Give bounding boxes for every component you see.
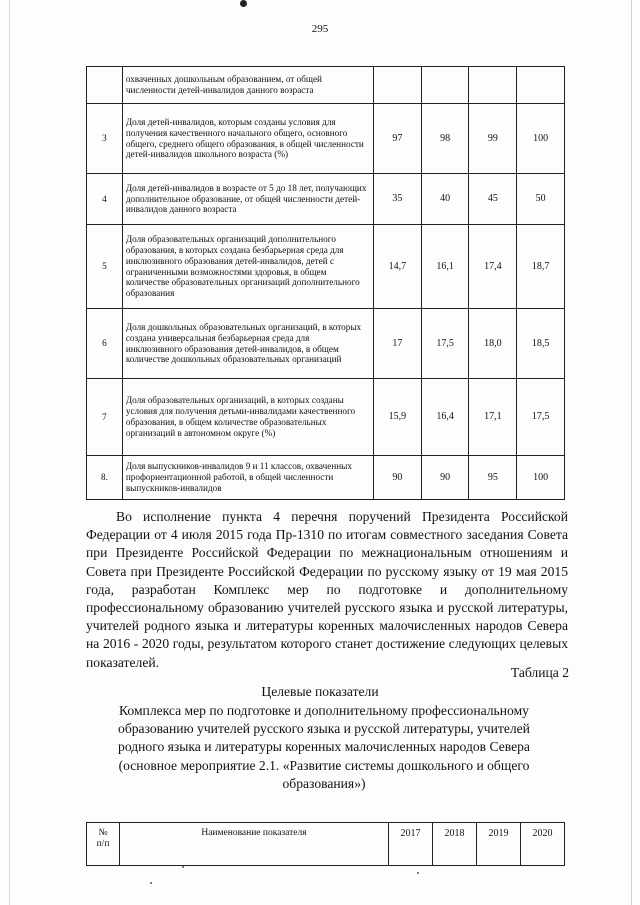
row-number: 5 <box>87 225 123 309</box>
value-2018 <box>421 67 469 104</box>
indicator-name: Доля детей-инвалидов, которым созданы условия для получения качественного начального общего, основного общего, среднего общего образования, в общей численности детей-инвалидов школьного возраста (%) <box>122 104 373 174</box>
table-row <box>87 456 565 500</box>
indicator-name: Доля образовательных организаций, в которых созданы условия для получения детьми-инвалидами качественного образования, в общем количестве образовательных организаций в автономном округе (%) <box>122 379 373 456</box>
value-2020: 50 <box>517 174 565 225</box>
body-paragraph: Во исполнение пункта 4 перечня поручений Президента Российской Федерации от 4 июля 2015 года Пр-1310 по итогам совместного заседания Совета при Президенте Российской Федерации по межнациональным отношениям и Совета при Президенте Российской Федерации по русскому языку от 19 мая 2015 года, разработан Комплекс мер по подготовке и дополнительному профессиональному образованию учителей русского языка и русской литературы, учителей родного языка и литературы коренных малочисленных народов Севера на 2016 - 2020 годы, результатом которого станет достижение следующих целевых показателей. <box>86 509 568 670</box>
scan-edge-right <box>631 0 632 905</box>
header-num-abbr: п/п <box>96 839 110 850</box>
header-year-2017: 2017 <box>389 823 433 866</box>
value-2018: 40 <box>421 174 469 225</box>
value-2019: 99 <box>469 104 517 174</box>
value-2017: 90 <box>373 456 421 500</box>
value-2020: 18,7 <box>517 225 565 309</box>
value-2019: 17,4 <box>469 225 517 309</box>
header-num-symbol: № <box>98 828 108 838</box>
value-2018: 16,1 <box>421 225 469 309</box>
value-2020: 100 <box>517 104 565 174</box>
header-name: Наименование показателя <box>120 823 389 866</box>
header-year-2018: 2018 <box>433 823 477 866</box>
scan-edge-left <box>9 0 10 905</box>
table-row <box>87 379 565 456</box>
table-label: Таблица 2 <box>510 665 569 680</box>
value-2017: 15,9 <box>373 379 421 456</box>
table-row <box>87 67 565 104</box>
row-number: 8. <box>87 456 123 500</box>
value-2017: 35 <box>373 174 421 225</box>
table-row <box>87 104 565 174</box>
value-2018: 17,5 <box>421 309 469 379</box>
value-2017: 14,7 <box>373 225 421 309</box>
value-2020: 17,5 <box>517 379 565 456</box>
value-2017 <box>373 67 421 104</box>
value-2020: 18,5 <box>517 309 565 379</box>
table-row <box>87 225 565 309</box>
table-row <box>87 309 565 379</box>
indicator-name: охваченных дошкольным образованием, от общей численности детей-инвалидов данного возраста <box>122 67 373 104</box>
value-2018: 90 <box>421 456 469 500</box>
page-number: 295 <box>311 23 329 35</box>
row-number <box>87 67 123 104</box>
row-number: 3 <box>87 104 123 174</box>
header-num <box>87 823 120 866</box>
header-year-2020: 2020 <box>521 823 565 866</box>
value-2020: 100 <box>517 456 565 500</box>
indicator-name: Доля выпускников-инвалидов 9 и 11 классов, охваченных профориентационной работой, в общей численности выпускников-инвалидов <box>122 456 373 500</box>
value-2017: 97 <box>373 104 421 174</box>
value-2019: 45 <box>469 174 517 225</box>
scan-speck <box>417 872 419 874</box>
header-row <box>87 823 565 866</box>
scan-mark <box>240 0 247 7</box>
value-2019: 95 <box>469 456 517 500</box>
scan-speck <box>182 866 184 868</box>
targets-table-header <box>86 822 565 866</box>
indicator-name: Доля образовательных организаций дополнительного образования, в которых создана безбарьерная среда для инклюзивного образования детей-инвалидов, детей с ограниченными возможностями здоровья, в общем количестве образовательных организаций дополнительного образования <box>122 225 373 309</box>
table-row <box>87 174 565 225</box>
indicator-name: Доля дошкольных образовательных организаций, в которых создана универсальная безбарьерная среда для инклюзивного образования детей-инвалидов, в общем количестве дошкольных образовательных организаций <box>122 309 373 379</box>
indicators-table <box>86 66 565 500</box>
row-number: 7 <box>87 379 123 456</box>
value-2019: 17,1 <box>469 379 517 456</box>
scan-speck <box>150 882 152 884</box>
value-2018: 98 <box>421 104 469 174</box>
indicator-name: Доля детей-инвалидов в возрасте от 5 до 18 лет, получающих дополнительное образование, от общей численности детей-инвалидов данного возраста <box>122 174 373 225</box>
value-2019: 18,0 <box>469 309 517 379</box>
header-year-2019: 2019 <box>477 823 521 866</box>
value-2019 <box>469 67 517 104</box>
table-title: Целевые показатели <box>261 684 379 699</box>
value-2020 <box>517 67 565 104</box>
table-subtitle: Комплекса мер по подготовке и дополнительному профессиональному образованию учителей русского языка и русской литературы, учителей родного языка и литературы коренных малочисленных народов Севера (основное мероприятие 2.1. «Развитие системы дошкольного и общего образования») <box>118 703 530 791</box>
row-number: 4 <box>87 174 123 225</box>
value-2017: 17 <box>373 309 421 379</box>
row-number: 6 <box>87 309 123 379</box>
value-2018: 16,4 <box>421 379 469 456</box>
